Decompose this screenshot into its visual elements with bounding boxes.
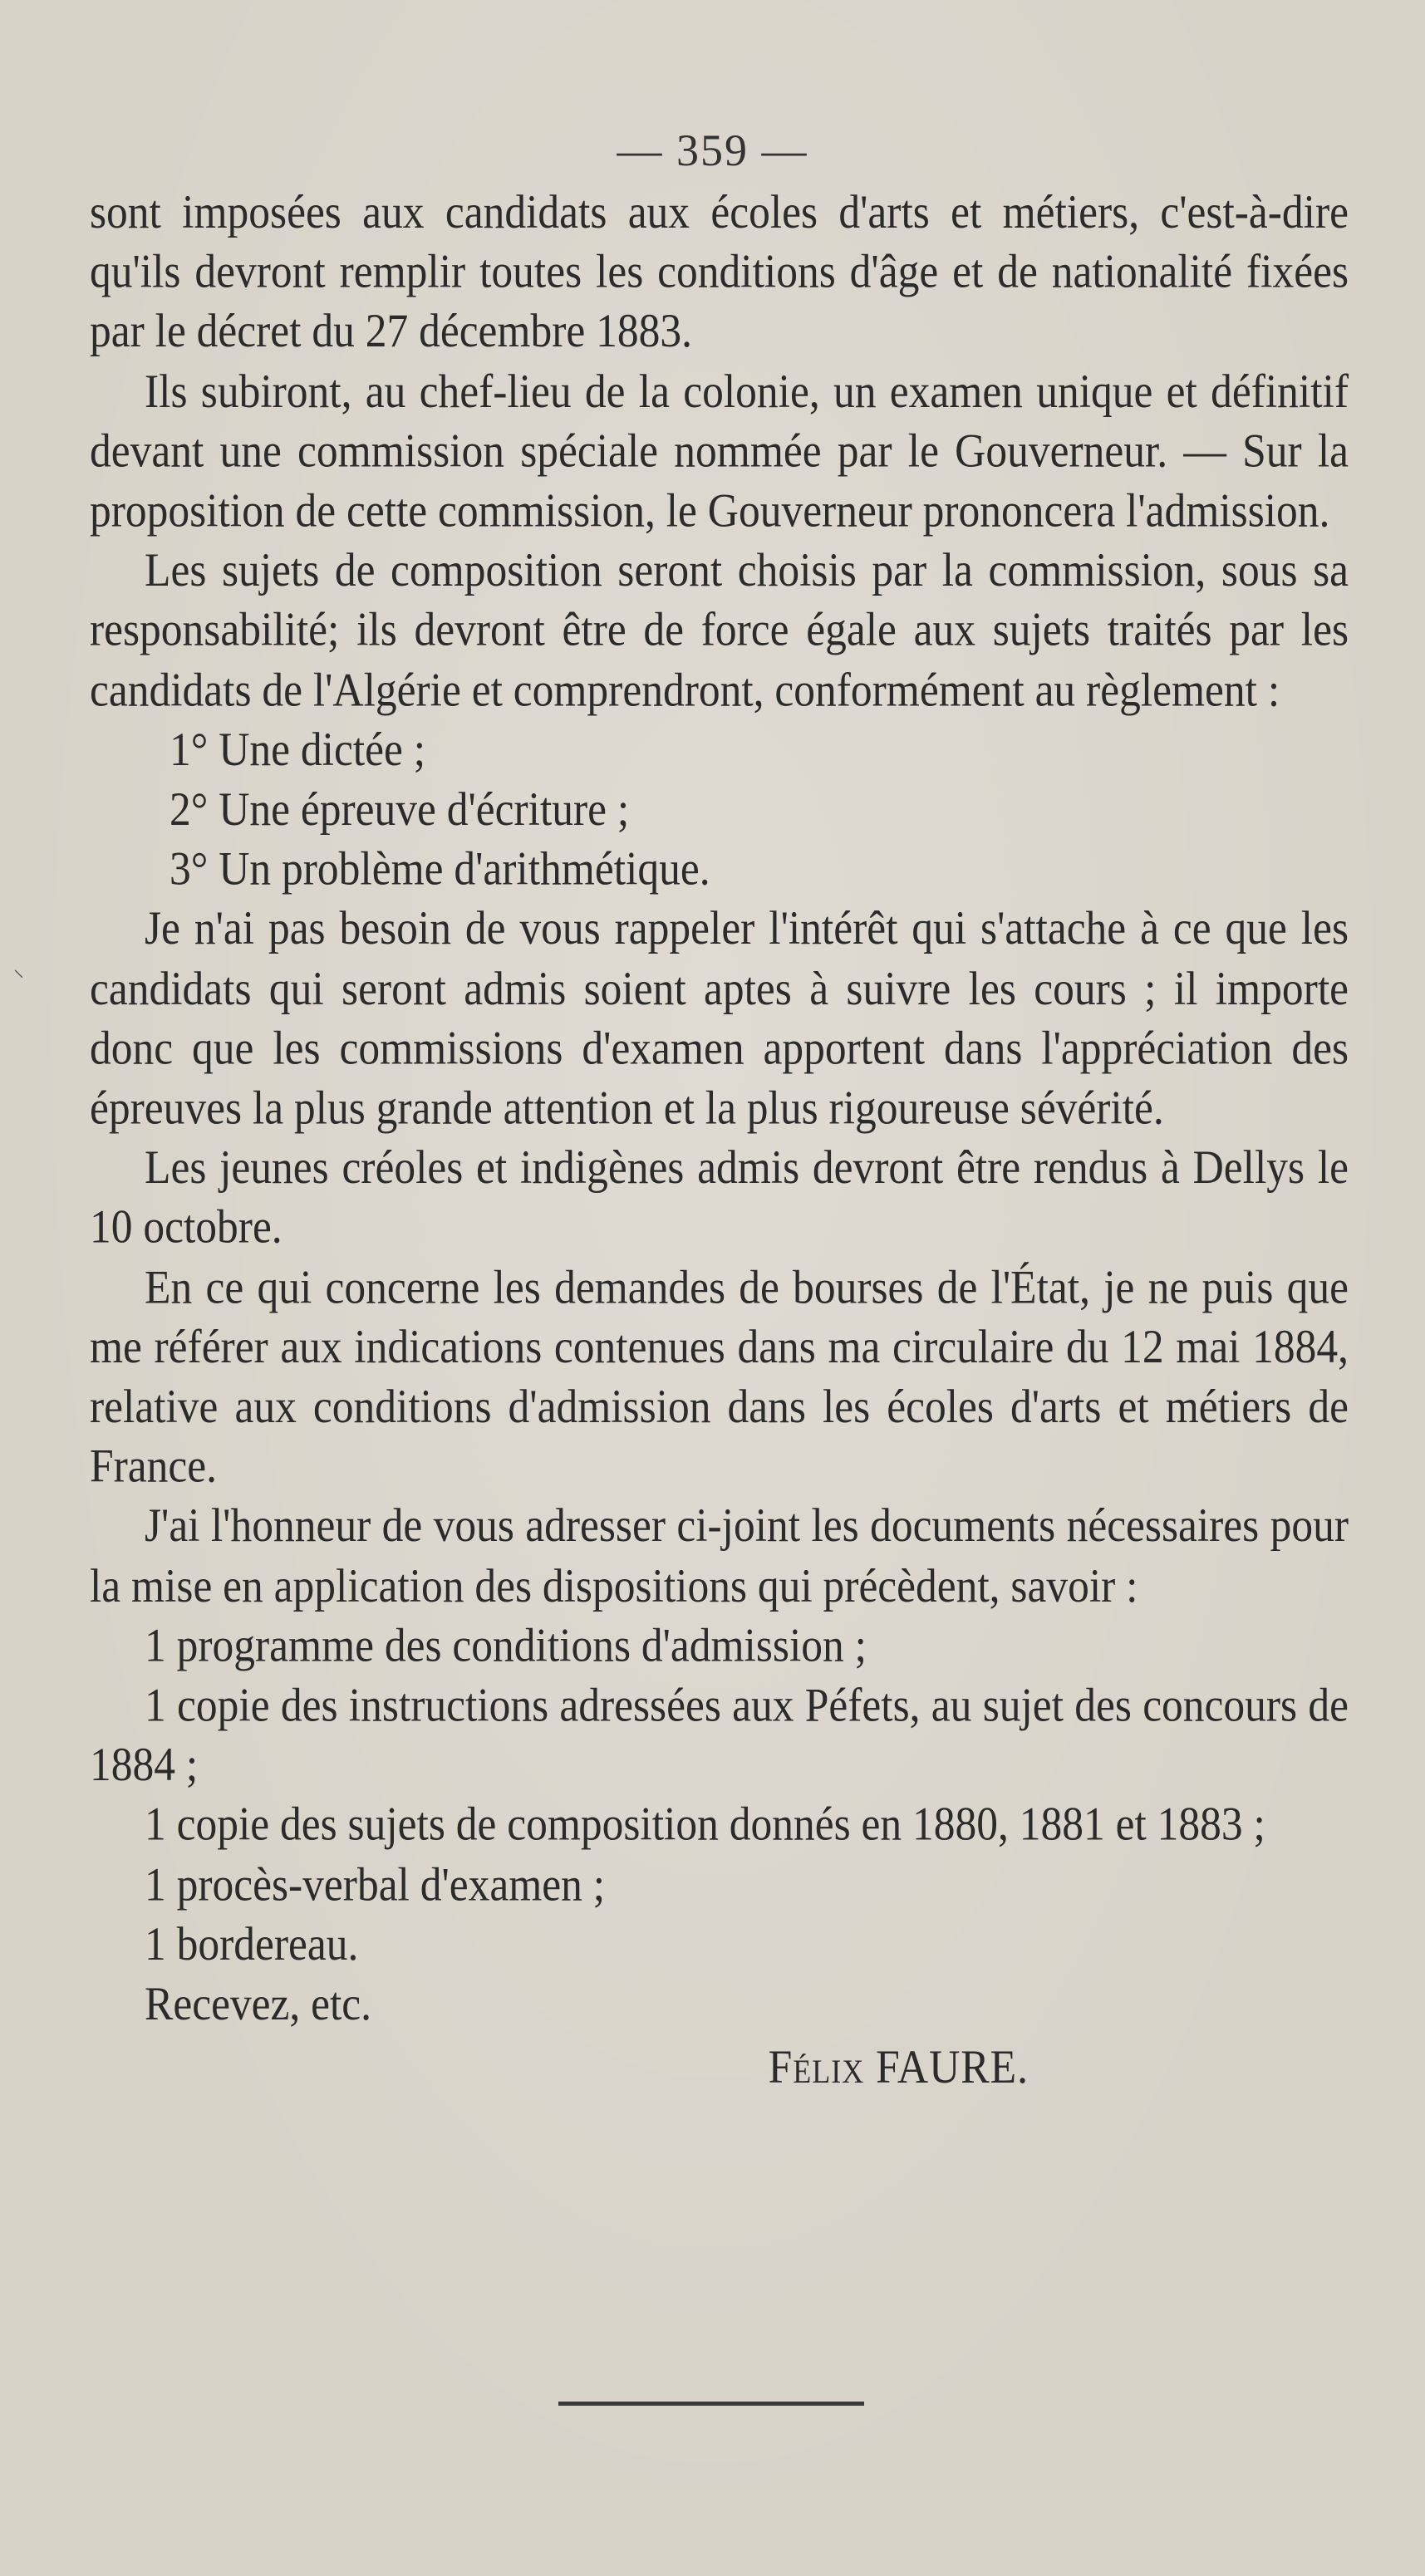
list-item: 1° Une dictée ;: [170, 723, 426, 777]
closing-formula: Recevez, etc.: [145, 1977, 372, 2031]
list-item: 2° Une épreuve d'écriture ;: [170, 783, 630, 837]
closing-rule: [558, 2402, 864, 2406]
body-text: [90, 183, 1349, 2098]
paragraph: Ils subiront, au chef-lieu de la colonie, un examen unique et définitif devant une commission spéciale nommée par le Gouverneur. — Sur la proposition de cette commission, le Gouverneur prononcera l'admission.: [90, 365, 1349, 537]
signature-last-name: FAURE.: [876, 2040, 1029, 2094]
enclosure-item: 1 bordereau.: [145, 1917, 359, 1971]
paragraph: J'ai l'honneur de vous adresser ci-joint les documents nécessaires pour la mise en application des dispositions qui précèdent, savoir :: [90, 1499, 1349, 1613]
signature: [90, 2039, 1349, 2098]
enclosure-item: 1 copie des instructions adressées aux Péfets, au sujet des concours de 1884 ;: [90, 1679, 1349, 1792]
enclosure-item: 1 copie des sujets de composition donnés en 1880, 1881 et 1883 ;: [145, 1798, 1265, 1852]
paragraph: Les jeunes créoles et indigènes admis devront être rendus à Dellys le 10 octobre.: [90, 1141, 1349, 1254]
enclosure-item: 1 procès-verbal d'examen ;: [145, 1857, 606, 1911]
paragraph: Les sujets de composition seront choisis par la commission, sous sa responsabilité; ils devront être de force égale aux sujets traités par les candidats de l'Algérie et comprendront, conformément au règlement :: [90, 543, 1349, 717]
paragraph: En ce qui concerne les demandes de bourses de l'État, je ne puis que me référer aux indications contenues dans ma circulaire du 12 mai 1884, relative aux conditions d'admission dans les écoles d'arts et métiers de France.: [90, 1260, 1349, 1494]
signature-first-name: Félix: [768, 2040, 865, 2094]
margin-mark: ⸌: [13, 966, 25, 990]
paragraph: sont imposées aux candidats aux écoles d'arts et métiers, c'est-à-dire qu'ils devront remplir toutes les conditions d'âge et de nationalité fixées par le décret du 27 décembre 1883.: [90, 185, 1349, 359]
paragraph: Je n'ai pas besoin de vous rappeler l'intérêt qui s'attache à ce que les candidats qui seront admis soient aptes à suivre les cours ; il importe donc que les commissions d'examen apportent dans l'appréciation des épreuves la plus grande attention et la plus rigoureuse sévérité.: [90, 902, 1349, 1135]
page-number: — 359 —: [617, 125, 808, 175]
enclosure-item: 1 programme des conditions d'admission ;: [145, 1619, 867, 1672]
list-item: 3° Un problème d'arithmétique.: [170, 842, 710, 896]
